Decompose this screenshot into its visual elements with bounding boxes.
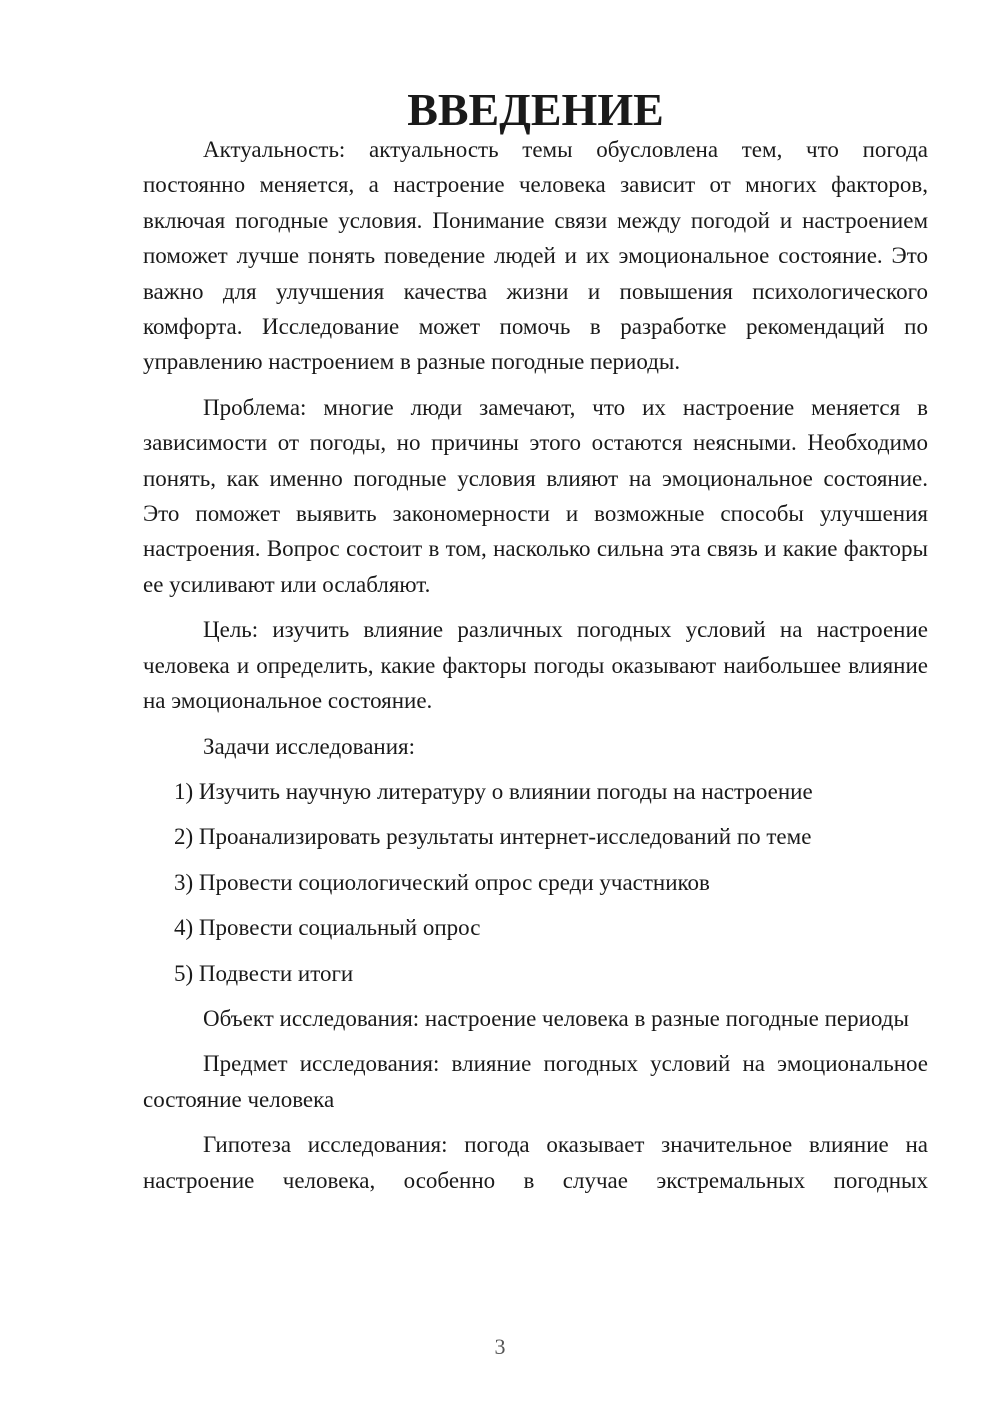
tasks-heading: Задачи исследования: (203, 733, 416, 759)
section-title: ВВЕДЕНИЕ (407, 84, 664, 135)
relevance-paragraph: Актуальность: актуальность темы обусловлена тем, что погода постоянно меняется, а настроение человека зависит от многих факторов, включая погодные условия. Понимание связи между погодой и настроением поможет лучше понять поведение людей и их эмоциональное состояние. Это важно для улучшения качества жизни и повышения психологического комфорта. Исследование может помочь в разработке рекомендаций по управлению настроением в разные погодные периоды. (143, 137, 928, 375)
tasks-list (143, 774, 928, 991)
goal-paragraph: Цель: изучить влияние различных погодных условий на настроение человека и определить, какие факторы погоды оказывают наибольшее влияние на эмоциональное состояние. (143, 617, 928, 714)
hypothesis-paragraph: Гипотеза исследования: погода оказывает значительное влияние на настроение человека, особенно в случае экстремальных погодных (143, 1132, 928, 1193)
task-item-1: 1) Изучить научную литературу о влиянии погоды на настроение (174, 778, 813, 804)
task-item-4: 4) Провести социальный опрос (174, 915, 481, 941)
task-item-2: 2) Проанализировать результаты интернет-исследований по теме (174, 824, 812, 850)
task-item-3: 3) Провести социологический опрос среди участников (174, 869, 710, 895)
problem-paragraph: Проблема: многие люди замечают, что их настроение меняется в зависимости от погоды, но причины этого остаются неясными. Необходимо понять, как именно погодные условия влияют на эмоциональное состояние. Это поможет выявить закономерности и возможные способы улучшения настроения. Вопрос состоит в том, насколько сильна эта связь и какие факторы ее усиливают или ослабляют. (143, 394, 928, 597)
task-item-5: 5) Подвести итоги (174, 960, 354, 986)
page-content (143, 84, 928, 1208)
subject-paragraph: Предмет исследования: влияние погодных условий на эмоциональное состояние человека (143, 1051, 928, 1112)
object-paragraph: Объект исследования: настроение человека в разные погодные периоды (203, 1005, 909, 1031)
page-number: 3 (494, 1334, 506, 1359)
